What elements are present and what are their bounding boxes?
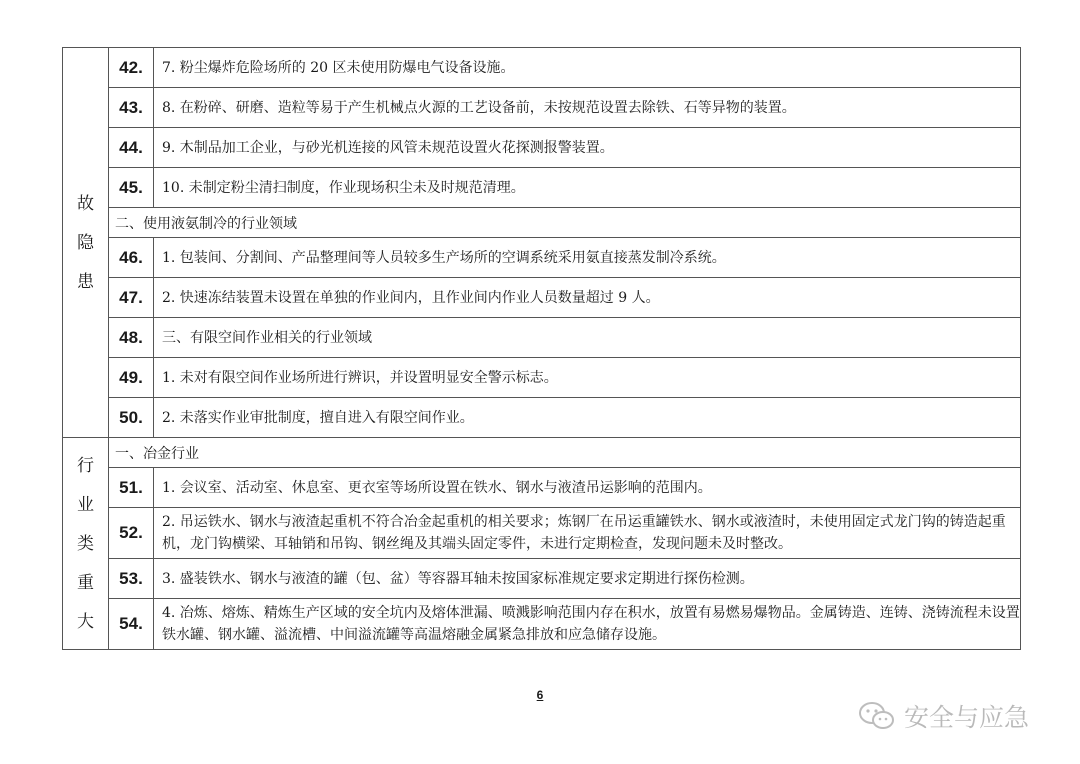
row-number: 52. — [109, 508, 154, 559]
table-row — [63, 559, 1021, 599]
category-char: 隐 — [77, 233, 94, 253]
row-text: 9. 木制品加工企业，与砂光机连接的风管未规范设置火花探测报警装置。 — [154, 128, 1021, 168]
category-char: 重 — [77, 573, 94, 593]
table-row — [63, 278, 1021, 318]
category-char: 患 — [77, 272, 94, 292]
section-heading: 一、冶金行业 — [109, 438, 1021, 468]
wechat-icon — [858, 701, 896, 731]
row-number: 54. — [109, 599, 154, 650]
row-text: 8. 在粉碎、研磨、造粒等易于产生机械点火源的工艺设备前，未按规范设置去除铁、石等异物的装置。 — [154, 88, 1021, 128]
section-row — [63, 208, 1021, 238]
table-row — [63, 508, 1021, 559]
row-number: 45. — [109, 168, 154, 208]
table-row — [63, 318, 1021, 358]
section-row — [63, 438, 1021, 468]
table-row — [63, 398, 1021, 438]
row-text: 3. 盛装铁水、钢水与液渣的罐（包、盆）等容器耳轴未按国家标准规定要求定期进行探伤检测。 — [154, 559, 1021, 599]
row-text: 2. 吊运铁水、钢水与液渣起重机不符合冶金起重机的相关要求；炼钢厂在吊运重罐铁水、钢水或液渣时，未使用固定式龙门钩的铸造起重机，龙门钩横梁、耳轴销和吊钩、钢丝绳及其端头固定零件，未进行定期检查，发现问题未及时整改。 — [154, 508, 1021, 559]
hazard-table — [62, 47, 1021, 650]
table-row — [63, 128, 1021, 168]
table-row — [63, 168, 1021, 208]
row-text: 7. 粉尘爆炸危险场所的 20 区未使用防爆电气设备设施。 — [154, 48, 1021, 88]
row-text: 4. 冶炼、熔炼、精炼生产区域的安全坑内及熔体泄漏、喷溅影响范围内存在积水，放置有易燃易爆物品。金属铸造、连铸、浇铸流程未设置铁水罐、钢水罐、溢流槽、中间溢流罐等高温熔融金属紧急排放和应急储存设施。 — [154, 599, 1021, 650]
table-row — [63, 88, 1021, 128]
category-char: 行 — [77, 456, 94, 476]
category-char: 大 — [77, 612, 94, 632]
row-number: 46. — [109, 238, 154, 278]
category-cell — [63, 438, 109, 650]
row-text: 2. 未落实作业审批制度，擅自进入有限空间作业。 — [154, 398, 1021, 438]
category-char: 故 — [77, 194, 94, 214]
section-heading: 二、使用液氨制冷的行业领域 — [109, 208, 1021, 238]
row-number: 48. — [109, 318, 154, 358]
table-row — [63, 599, 1021, 650]
table-row — [63, 468, 1021, 508]
row-text: 三、有限空间作业相关的行业领域 — [154, 318, 1021, 358]
row-number: 51. — [109, 468, 154, 508]
row-number: 42. — [109, 48, 154, 88]
row-number: 49. — [109, 358, 154, 398]
row-text: 2. 快速冻结装置未设置在单独的作业间内，且作业间内作业人员数量超过 9 人。 — [154, 278, 1021, 318]
table-row — [63, 238, 1021, 278]
table-row — [63, 48, 1021, 88]
table-row — [63, 358, 1021, 398]
watermark — [858, 698, 1029, 734]
row-text: 1. 包装间、分割间、产品整理间等人员较多生产场所的空调系统采用氨直接蒸发制冷系统。 — [154, 238, 1021, 278]
row-number: 50. — [109, 398, 154, 438]
row-number: 43. — [109, 88, 154, 128]
category-char: 业 — [77, 495, 94, 515]
row-number: 44. — [109, 128, 154, 168]
row-number: 47. — [109, 278, 154, 318]
page-number: 6 — [536, 688, 544, 702]
row-text: 1. 会议室、活动室、休息室、更衣室等场所设置在铁水、钢水与液渣吊运影响的范围内。 — [154, 468, 1021, 508]
row-number: 53. — [109, 559, 154, 599]
category-char: 类 — [77, 534, 94, 554]
category-cell — [63, 48, 109, 438]
watermark-text: 安全与应急 — [904, 703, 1030, 732]
row-text: 1. 未对有限空间作业场所进行辨识，并设置明显安全警示标志。 — [154, 358, 1021, 398]
row-text: 10. 未制定粉尘清扫制度，作业现场积尘未及时规范清理。 — [154, 168, 1021, 208]
